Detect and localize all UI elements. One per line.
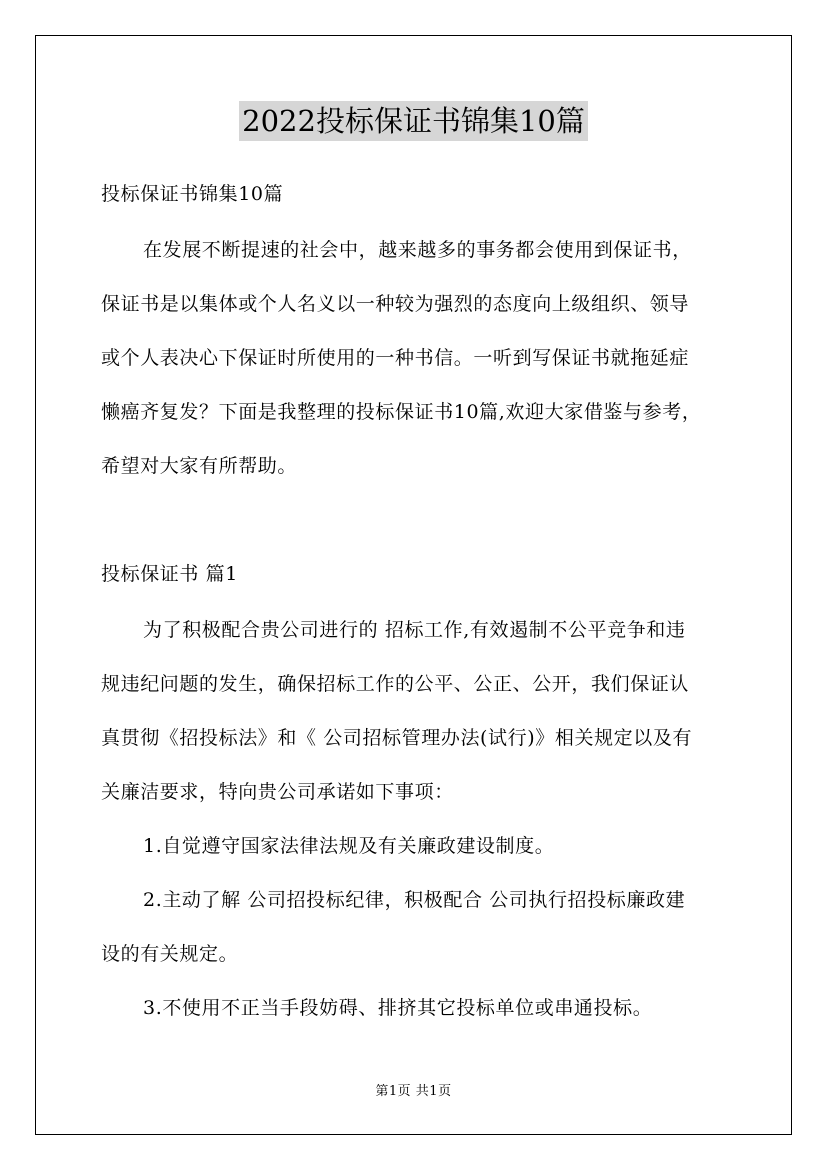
- document-title: 2022投标保证书锦集10篇: [239, 101, 588, 141]
- list-item-2-line: 设的有关规定。: [101, 943, 239, 965]
- list-item-2-line: 2.主动了解 公司招投标纪律，积极配合 公司执行招投标廉政建: [143, 889, 686, 911]
- section-para-line: 规违纪问题的发生，确保招标工作的公平、公正、公开，我们保证认: [101, 673, 690, 695]
- intro-line: 在发展不断提速的社会中，越来越多的事务都会使用到保证书，: [143, 239, 692, 261]
- intro-line: 懒癌齐复发？下面是我整理的投标保证书10篇,欢迎大家借鉴与参考，: [101, 401, 702, 423]
- intro-line: 或个人表决心下保证时所使用的一种书信。一听到写保证书就拖延症: [101, 347, 690, 369]
- list-item-1: 1.自觉遵守国家法律法规及有关廉政建设制度。: [143, 835, 555, 857]
- section-heading: 投标保证书 篇1: [101, 563, 238, 585]
- document-subtitle: 投标保证书锦集10篇: [101, 183, 284, 205]
- document-body: [101, 174, 727, 1028]
- section-para-line: 真贯彻《招投标法》和《 公司招标管理办法(试行)》相关规定以及有: [101, 727, 693, 749]
- intro-line: 希望对大家有所帮助。: [101, 455, 298, 477]
- section-para-line: 关廉洁要求，特向贵公司承诺如下事项：: [101, 781, 454, 803]
- list-item-3: 3.不使用不正当手段妨碍、排挤其它投标单位或串通投标。: [143, 997, 653, 1019]
- title-container: [0, 101, 827, 141]
- section-para-line: 为了积极配合贵公司进行的 招标工作,有效遏制不公平竞争和违: [143, 619, 686, 641]
- intro-line: 保证书是以集体或个人名义以一种较为强烈的态度向上级组织、领导: [101, 293, 690, 315]
- page-footer: [0, 1083, 827, 1101]
- page-number-label: 第1页 共1页: [375, 1084, 452, 1099]
